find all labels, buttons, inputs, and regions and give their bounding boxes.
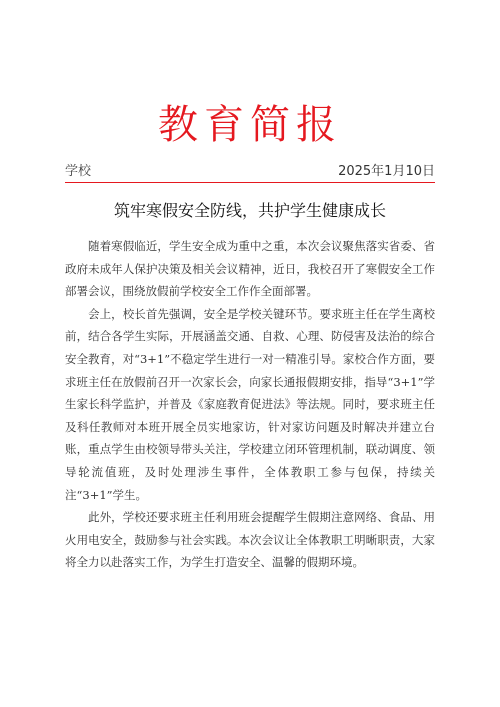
organization-label: 学校 [65,164,92,179]
article-paragraph-3: 此外，学校还要求班主任利用班会提醒学生假期注意网络、食品、用火用电安全，鼓励参与社会实践。本次会议让全体教职工明晰职责，大家将全力以赴落实工作，为学生打造安全、温馨的假期环境。 [65,510,435,570]
article-body [65,235,435,574]
issue-date: 2025年1月10日 [338,164,435,179]
red-divider [65,182,435,183]
meta-row [65,163,435,181]
article-headline: 筑牢寒假安全防线，共护学生健康成长 [113,201,386,220]
article-paragraph-2: 会上，校长首先强调，安全是学校关键环节。要求班主任在学生离校前，结合各学生实际，开展涵盖交通、自救、心理、防侵害及法治的综合安全教育，对“3+1”不稳定学生进行一对一精准引导。家校合作方面，要求班主任在放假前召开一次家长会，向家长通报假期安排，指导“3+1”学生家长科学监护，并普及《家庭教育促进法》等法规。同时，要求班主任及科任教师对本班开展全员实地家访，针对家访问题及时解决并建立台账，重点学生由校领导带头关注，学校建立闭环管理机制，联动调度、领导轮流值班，及时处理涉生事件，全体教职工参与包保，持续关注“3+1”学生。 [65,306,435,502]
masthead-title: 教育简报 [158,102,342,148]
article-paragraph-1: 随着寒假临近，学生安全成为重中之重，本次会议聚焦落实省委、省政府未成年人保护决策及相关会议精神，近日，我校召开了寒假安全工作部署会议，围绕放假前学校安全工作作全面部署。 [65,239,435,299]
